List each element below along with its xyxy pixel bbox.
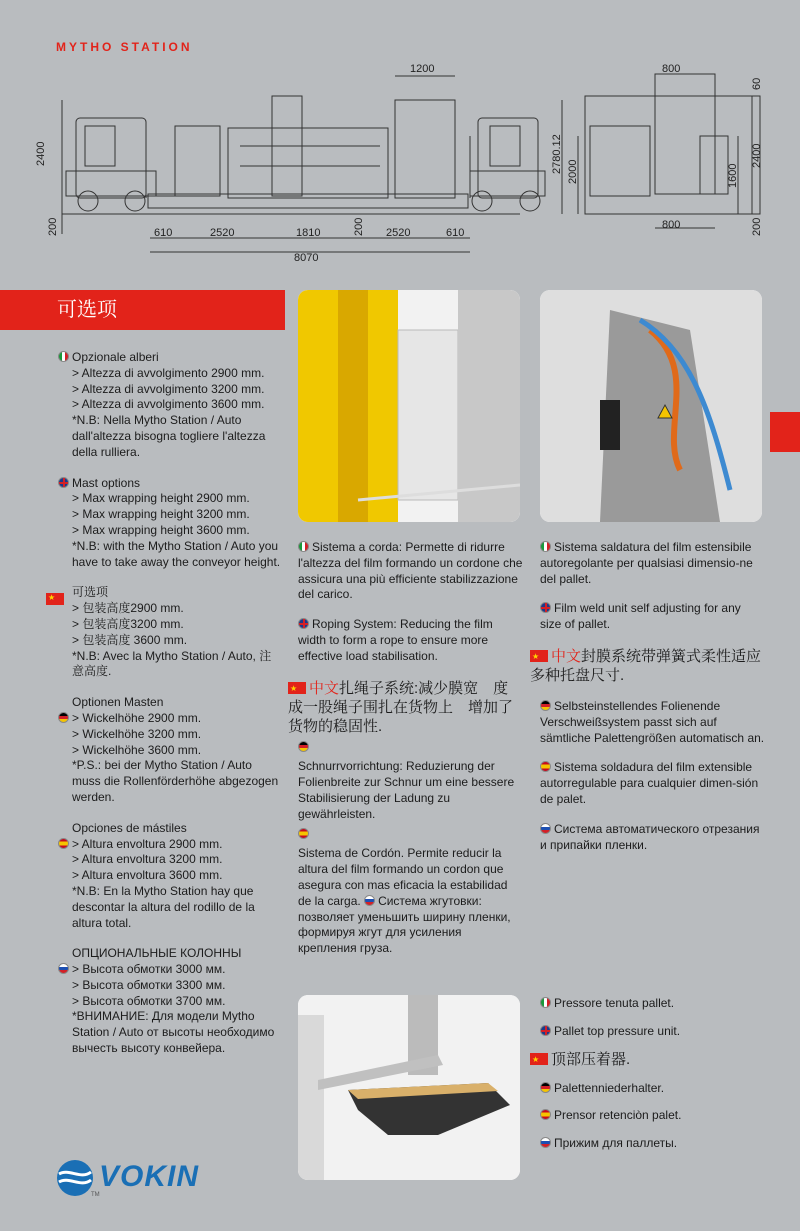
- pressure-ru-text: Прижим для паллеты.: [554, 1136, 678, 1151]
- option-ru-heading: ОПЦИОНАЛЬНЫЕ КОЛОННЫ: [72, 946, 242, 961]
- pressure-es-text: Prensor retenciòn palet.: [554, 1108, 682, 1123]
- vokin-globe-icon: [55, 1158, 95, 1198]
- front-view: [585, 74, 760, 214]
- list-item: > Max wrapping height 2900 mm.: [72, 491, 250, 506]
- dim-seg-1: 2520: [210, 227, 235, 239]
- forklift-right: [470, 118, 545, 211]
- pressure-de-text: Palettenniederhalter.: [554, 1080, 665, 1095]
- film-weld-photo: [540, 290, 762, 522]
- list-item: > Wickelhöhe 2900 mm.: [72, 710, 202, 725]
- option-en: [58, 476, 283, 571]
- pressure-column: [540, 996, 765, 1152]
- china-flag-icon: [46, 593, 64, 605]
- list-item: > Altezza di avvolgimento 3600 mm.: [72, 397, 265, 412]
- roping-de-text: Schnurrvorrichtung: Reduzierung der Folienbreite zur Schnur um eine bessere Stabilisierung der Ladung zu gewährleisten.: [298, 759, 515, 821]
- dim-seg-2: 1810: [296, 227, 321, 239]
- list-item: > Altura envoltura 3600 mm.: [72, 868, 223, 883]
- weld-cn-label: 中文: [551, 647, 582, 665]
- dim-2400-left: 2400: [35, 141, 47, 166]
- weld-ru-text: Система автоматического отрезания и припайки пленки.: [540, 821, 760, 852]
- uk-flag-icon: [298, 618, 309, 629]
- list-item: > Altura envoltura 3200 mm.: [72, 852, 223, 867]
- pressure-unit-photo: [298, 995, 520, 1180]
- pressure-cn-text: 顶部压着器.: [551, 1050, 631, 1068]
- dim-seg-5: 610: [446, 227, 465, 239]
- uk-flag-icon: [58, 477, 69, 488]
- russia-flag-icon: [540, 1137, 551, 1148]
- dim-800-top: 800: [662, 63, 681, 75]
- list-item: > Wickelhöhe 3200 mm.: [72, 726, 202, 741]
- china-flag-icon: [288, 682, 306, 694]
- roping-en-text: Roping System: Reducing the film width to form a rope to ensure more effective load stabilisation.: [298, 617, 493, 663]
- list-item: > 包装高度3200 mm.: [72, 616, 184, 631]
- option-it-note: *N.B: Nella Mytho Station / Auto dall'altezza bisogna togliere l'altezza della rulliera.: [72, 413, 266, 459]
- spain-flag-icon: [298, 828, 309, 839]
- option-cn-heading: 可选项: [72, 585, 109, 600]
- weld-it-text: Sistema saldatura del film estensibile autoregolante per qualsiasi dimensio-ne del pallet.: [540, 540, 753, 586]
- option-en-heading: Mast options: [72, 475, 141, 490]
- germany-flag-icon: [540, 700, 551, 711]
- dim-200-left: 200: [47, 217, 59, 236]
- germany-flag-icon: [540, 1082, 551, 1093]
- option-de-note: *P.S.: bei der Mytho Station / Auto muss die Rollenförderhöhe abgezogen werden.: [72, 758, 279, 804]
- weld-en-text: Film weld unit self adjusting for any size of pallet.: [540, 601, 741, 632]
- china-flag-icon: [530, 1053, 548, 1065]
- option-de: [58, 695, 283, 806]
- spain-flag-icon: [58, 838, 69, 849]
- pressure-it-text: Pressore tenuta pallet.: [554, 996, 675, 1010]
- roping-system-photo: [298, 290, 520, 522]
- logo-tm: TM: [91, 1192, 100, 1198]
- option-it: [58, 350, 283, 461]
- option-es-heading: Opciones de mástiles: [72, 820, 187, 835]
- dim-1600: 1600: [727, 163, 739, 188]
- list-item: > Высота обмотки 3700 мм.: [72, 993, 226, 1008]
- list-item: > Wickelhöhe 3600 mm.: [72, 742, 202, 757]
- forklift-left: [66, 118, 175, 211]
- china-flag-icon: [530, 650, 548, 662]
- option-ru-note: *ВНИМАНИЕ: Для модели Mytho Station / Auto от высоты необходимо вычесть высоту конвейера.: [72, 1009, 275, 1056]
- option-es: [58, 821, 283, 932]
- italy-flag-icon: [540, 997, 551, 1008]
- dim-1200: 1200: [410, 63, 435, 75]
- pressure-en-text: Pallet top pressure unit.: [554, 1023, 681, 1038]
- dim-seg-3: 200: [353, 217, 365, 236]
- list-item: > Altezza di avvolgimento 3200 mm.: [72, 381, 265, 396]
- weld-cn-text: 封膜系统带弹簧式柔性适应多种托盘尺寸.: [530, 647, 762, 684]
- list-item: > 包装高度2900 mm.: [72, 601, 184, 616]
- dim-seg-4: 2520: [386, 227, 411, 239]
- dim-seg-0: 610: [154, 227, 173, 239]
- germany-flag-icon: [298, 741, 309, 752]
- dim-800-bottom: 800: [662, 219, 681, 231]
- dim-60: 60: [751, 77, 763, 90]
- roping-it-text: Sistema a corda: Permette di ridurre l'altezza del film formando un cordone che assicura una più efficiente stabilizzazione del carico.: [298, 540, 523, 602]
- weld-de-text: Selbsteinstellendes Folienende Verschweißsystem passt sich auf sämtliche Palettengrößen automatisch an.: [540, 698, 765, 745]
- option-it-heading: Opzionale alberi: [72, 350, 159, 364]
- dim-2780: 2780.12: [551, 134, 563, 174]
- dim-2000: 2000: [567, 159, 579, 184]
- option-ru: [58, 946, 283, 1057]
- option-cn-note: *N.B: Avec la Mytho Station / Auto, 注意高度.: [72, 648, 272, 679]
- logo-text: VOKIN: [99, 1160, 200, 1193]
- weld-es-text: Sistema soldadura del film extensible autorregulable para cualquier dimen-sión de palet.: [540, 760, 759, 806]
- roping-cn-text: 扎绳子系统:减少膜宽 度成一股绳子围扎在货物上 增加了货物的稳固性.: [288, 679, 514, 735]
- spain-flag-icon: [540, 761, 551, 772]
- section-title-bar: [0, 290, 285, 330]
- roping-ru-text: Система жгутовки: позволяет уменьшить ширину пленки, формируя жгут для усиления крепления груза.: [298, 893, 511, 956]
- uk-flag-icon: [540, 602, 551, 613]
- list-item: > Высота обмотки 3000 мм.: [72, 962, 226, 977]
- option-cn: [58, 585, 283, 680]
- option-de-heading: Optionen Masten: [72, 695, 164, 710]
- list-item: > Altezza di avvolgimento 2900 mm.: [72, 365, 265, 380]
- russia-flag-icon: [364, 895, 375, 906]
- spain-flag-icon: [540, 1109, 551, 1120]
- list-item: > Max wrapping height 3200 mm.: [72, 507, 250, 522]
- list-item: > Высота обмотки 3300 мм.: [72, 977, 226, 992]
- dim-200-right: 200: [751, 217, 763, 236]
- italy-flag-icon: [58, 351, 69, 362]
- weld-column: [530, 540, 765, 853]
- italy-flag-icon: [540, 541, 551, 552]
- list-item: > Max wrapping height 3600 mm.: [72, 522, 250, 537]
- list-item: > 包装高度 3600 mm.: [72, 632, 188, 647]
- russia-flag-icon: [540, 823, 551, 834]
- list-item: > Altura envoltura 2900 mm.: [72, 836, 223, 851]
- option-en-note: *N.B: with the Mytho Station / Auto you have to take away the conveyor height.: [72, 538, 281, 569]
- section-title: 可选项: [57, 299, 117, 321]
- roping-cn-label: 中文: [309, 679, 340, 697]
- dim-2400-right: 2400: [751, 143, 763, 168]
- red-accent-tab: [770, 412, 800, 452]
- roping-es-text: Sistema de Cordón. Permite reducir la altura del film formando un cordon que asegura con mas eficacia la estabilidad de la carga.: [298, 846, 508, 908]
- roping-column: [288, 540, 523, 957]
- uk-flag-icon: [540, 1025, 551, 1036]
- dim-total: 8070: [294, 252, 319, 264]
- vokin-logo: [55, 1158, 225, 1202]
- technical-drawing: [0, 56, 800, 266]
- options-column: [58, 350, 283, 1057]
- italy-flag-icon: [298, 541, 309, 552]
- option-es-note: *N.B: En la Mytho Station hay que descontar la altura del rodillo de la altura total.: [72, 883, 255, 930]
- page-title: MYTHO STATION: [56, 40, 193, 54]
